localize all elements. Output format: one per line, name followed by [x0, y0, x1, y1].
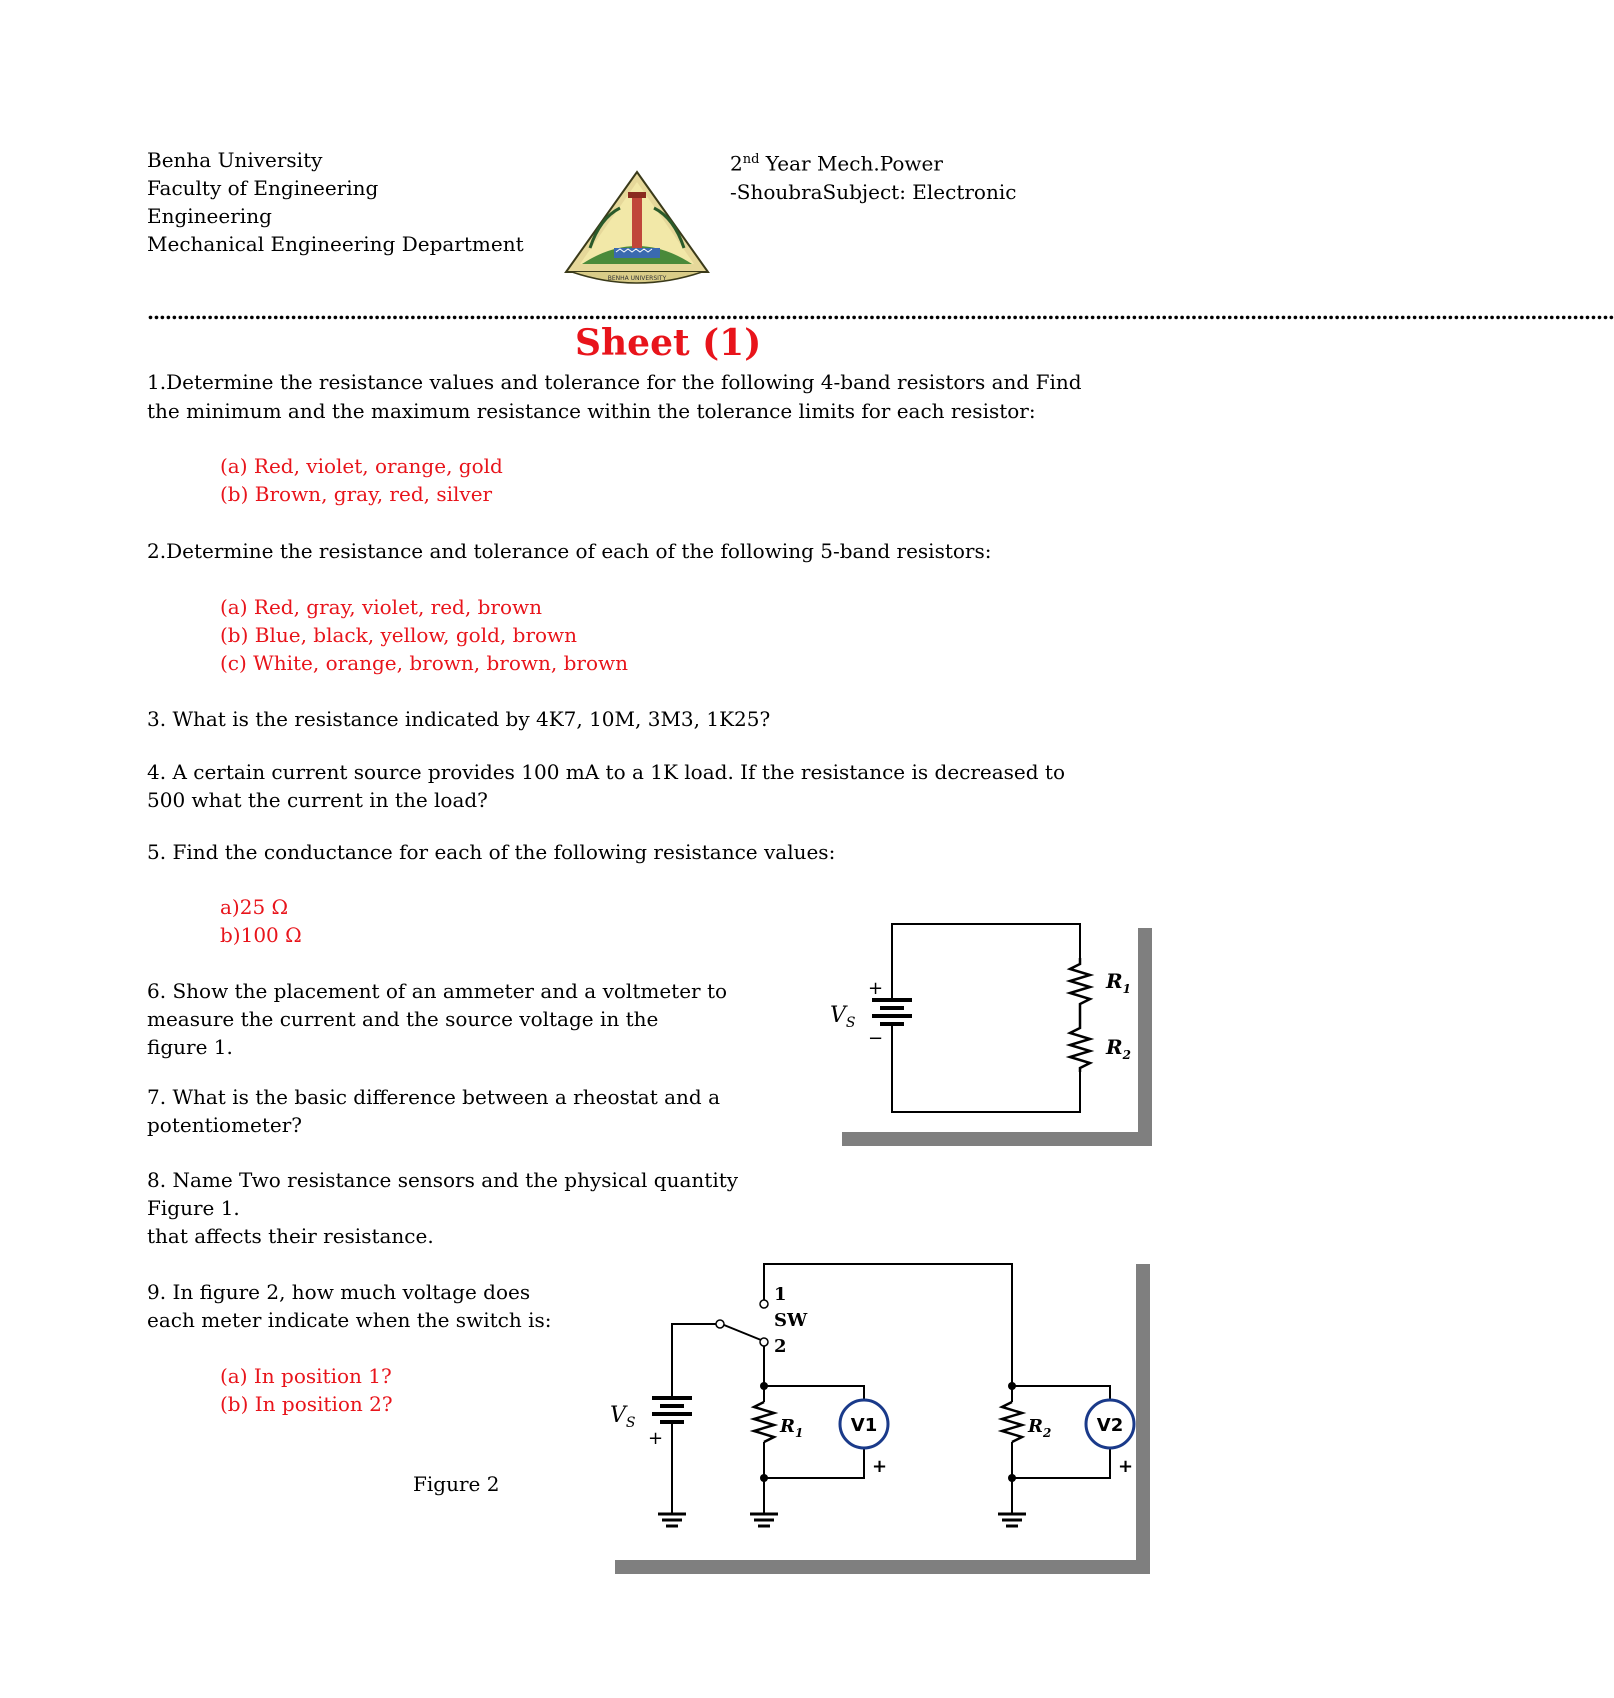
fig2-switch-contact-1 [760, 1300, 768, 1308]
question-2-option-a: (a) Red, gray, violet, red, brown [220, 595, 542, 619]
svg-text:1: 1 [774, 1284, 787, 1305]
question-2-option-b: (b) Blue, black, yellow, gold, brown [220, 623, 578, 647]
question-1-option-b: (b) Brown, gray, red, silver [220, 482, 493, 506]
fig2-ground-source-icon [658, 1514, 686, 1526]
fig1-vs-label: $V_S$ [830, 1003, 856, 1031]
question-5-option-a: a)25 Ω [220, 895, 289, 919]
fig1-r2-label: $R_2$ [1106, 1035, 1131, 1062]
fig1-wire-top [892, 924, 1080, 998]
svg-text:BENHA UNIVERSITY: BENHA UNIVERSITY [607, 275, 667, 282]
question-5-option-b: b)100 Ω [220, 923, 302, 947]
fig2-switch-pivot [716, 1320, 724, 1328]
figure-2-shadow-bottom [615, 1560, 1150, 1574]
faculty-name: Faculty of Engineering [147, 176, 379, 200]
fig2-r1-resistor-icon [754, 1402, 774, 1442]
university-logo [562, 168, 712, 286]
question-5-line-1: 5. Find the conductance for each of the following resistance values: [147, 840, 836, 864]
fig2-switch-arm [724, 1325, 761, 1340]
question-9-line-1: 9. In figure 2, how much voltage does [147, 1280, 531, 1304]
course-block [730, 146, 1016, 206]
fig2-v2-label: V2 [1096, 1415, 1124, 1436]
question-1-line-2: the minimum and the maximum resistance within the tolerance limits for each resistor: [147, 399, 1036, 423]
fig2-battery-icon [652, 1398, 692, 1422]
svg-text:2: 2 [774, 1336, 787, 1357]
faculty-name-continued: Engineering [147, 204, 272, 228]
fig1-r1-label: $R_1$ [1106, 969, 1131, 996]
question-2-option-c: (c) White, orange, brown, brown, brown [220, 651, 628, 675]
fig1-r2-resistor-icon [1070, 1020, 1090, 1072]
fig1-minus: − [868, 1028, 884, 1049]
question-9-option-a: (a) In position 1? [220, 1364, 392, 1388]
fig2-wire-source [672, 1324, 716, 1398]
question-1-option-a: (a) Red, violet, orange, gold [220, 454, 503, 478]
figure-1-caption: Figure 1. [147, 1196, 240, 1220]
university-name: Benha University [147, 148, 323, 172]
figure-1-circuit [820, 912, 1140, 1124]
figure-2-circuit [600, 1252, 1140, 1558]
figure-1-shadow-right [1138, 928, 1152, 1146]
figure-1-shadow-bottom [842, 1132, 1152, 1146]
question-7: 7. What is the basic difference between a rheostat and a potentiometer? [147, 1085, 720, 1137]
fig2-plus: + [648, 1428, 664, 1449]
question-6: 6. Show the placement of an ammeter and a voltmeter to measure the current and the source voltage in the figure 1. [147, 979, 728, 1059]
question-9-option-b: (b) In position 2? [220, 1392, 393, 1416]
question-1-line-1: 1.Determine the resistance values and tolerance for the following 4-band resistors and Find [147, 370, 1082, 394]
fig1-r1-resistor-icon [1070, 958, 1090, 1020]
year-line: 2nd Year Mech.Power [730, 151, 943, 176]
fig2-ground-r2-icon [998, 1514, 1026, 1526]
svg-text:+: + [1118, 1456, 1134, 1477]
fig1-battery-icon [872, 1000, 912, 1024]
fig1-plus: + [868, 978, 884, 999]
dotted-separator: ...................................................................................................................................................................................................................................................... [147, 300, 1614, 324]
department-name: Mechanical Engineering Department [147, 232, 524, 256]
question-3: 3. What is the resistance indicated by 4K7, 10M, 3M3, 1K25? [147, 707, 771, 731]
figure-2-caption: Figure 2 [413, 1472, 500, 1496]
fig2-v1-label: V1 [850, 1415, 878, 1436]
question-9-line-2: each meter indicate when the switch is: [147, 1308, 552, 1332]
fig2-r1-label: $R_1$ [780, 1416, 804, 1440]
fig2-vs-label: $V_S$ [610, 1403, 636, 1431]
fig2-r2-resistor-icon [1002, 1402, 1022, 1442]
question-8: 8. Name Two resistance sensors and the physical quantity Figure 1. that affects their resistance. [147, 1168, 739, 1248]
subject-line: -ShoubraSubject: Electronic [730, 179, 1017, 204]
fig2-switch-label: SW [774, 1310, 808, 1331]
fig2-r2-label: $R_2$ [1028, 1416, 1052, 1440]
fig1-wire-bottom [892, 1024, 1080, 1112]
question-4-line-2: 500 what the current in the load? [147, 788, 488, 812]
question-2-line-1: 2.Determine the resistance and tolerance of each of the following 5-band resistors: [147, 539, 992, 563]
institution-block [147, 146, 524, 258]
question-4-line-1: 4. A certain current source provides 100 mA to a 1K load. If the resistance is decreased to [147, 760, 1066, 784]
svg-text:+: + [872, 1456, 888, 1477]
sheet-title: Sheet (1) [575, 322, 762, 364]
fig2-ground-r1-icon [750, 1514, 778, 1526]
